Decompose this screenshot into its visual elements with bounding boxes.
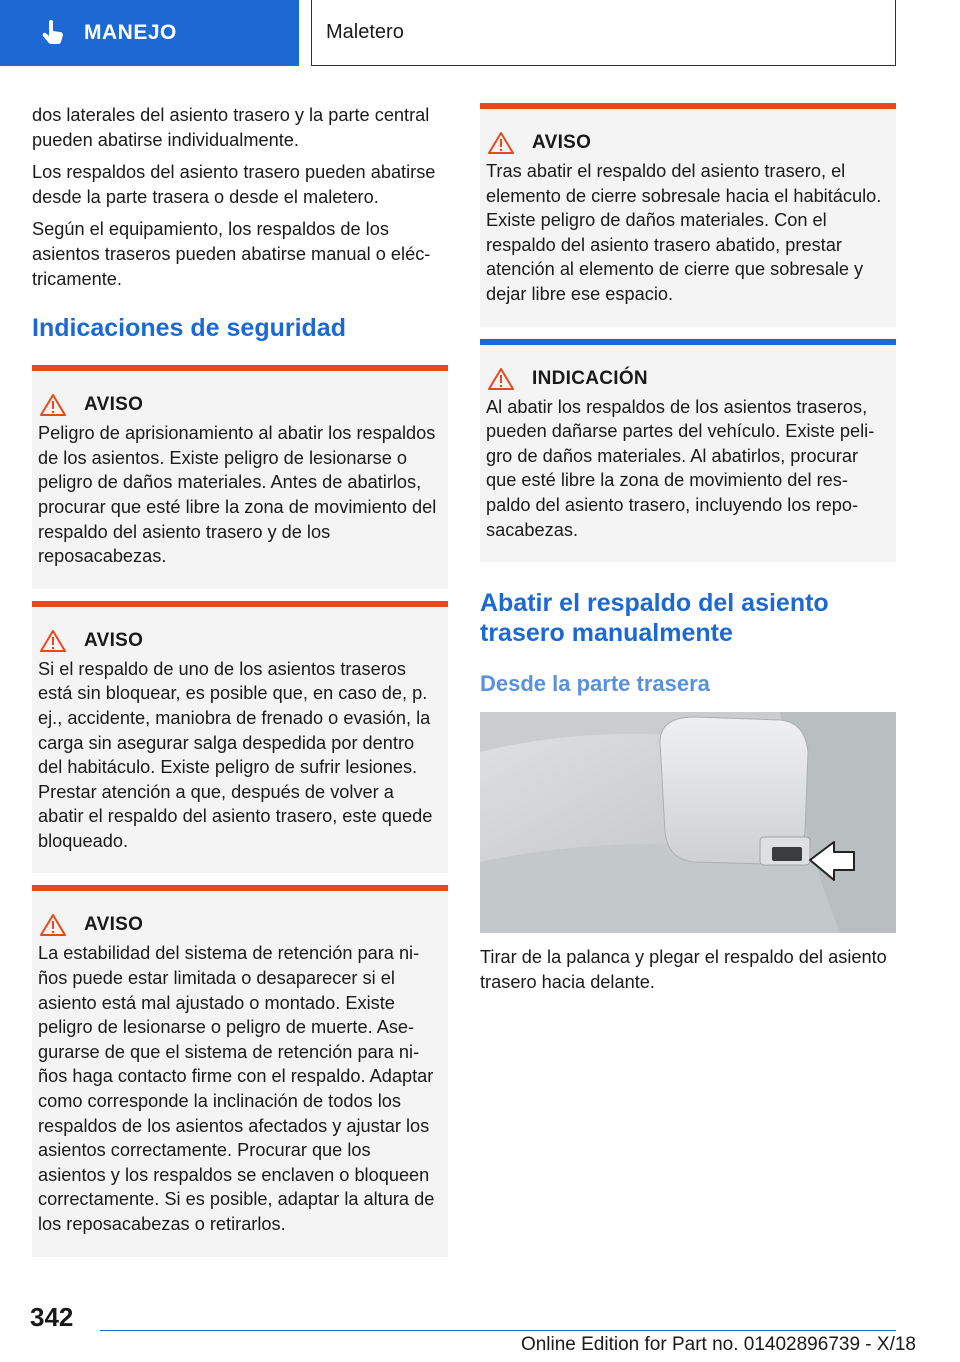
edition-text: Online Edition for Part no. 01402896739 - X/18 (520, 1334, 916, 1355)
photo-caption: Tirar de la palanca y plegar el respaldo del asiento trasero hacia delante. (480, 947, 887, 992)
warning-triangle-icon (40, 913, 66, 937)
body-paragraph: Según el equipamiento, los respaldos de los asientos traseros pueden abatirse manual o eléctricamente. (32, 219, 431, 289)
seat-illustration (480, 712, 896, 933)
chapter-header (311, 0, 896, 66)
warning-notice (32, 365, 448, 589)
notice-title: AVISO (84, 914, 144, 936)
section-heading: Indicaciones de seguridad (32, 314, 346, 343)
warning-notice (32, 601, 448, 874)
notice-title: AVISO (84, 394, 144, 416)
notice-text: Tras abatir el respaldo del asiento trasero, el elemento de cierre sobresale hacia el habitáculo. Existe peligro de daños materiales. Con el respaldo del asiento trasero abatido, prestar atención al elemento de cierre que sobresale y dejar libre ese espacio. (486, 161, 882, 304)
warning-notice (480, 103, 896, 327)
warning-triangle-icon (488, 367, 514, 391)
subsection-heading: Desde la parte trasera (480, 671, 710, 697)
notice-title: AVISO (532, 132, 592, 153)
notice-text: La estabilidad del sistema de retención para niños puede estar limitada o desaparecer si el asiento está mal ajustado o montado. Existe peligro de lesionarse o peligro de muerte. Asegurarse de que el sistema de retención para niños haga contacto firme con el respaldo. Adaptar como corresponde la inclinación de todos los respaldos de los asientos afectados y ajustar los asientos correctamente. Procurar que los asientos y los respaldos se enclaven o bloqueen correctamente. Si es posible, adaptar la altura de los reposacabezas o retirarlos. (38, 943, 435, 1234)
warning-triangle-icon (40, 629, 66, 653)
body-paragraph: Los respaldos del asiento trasero pueden abatirse desde la parte trasera o desde el maletero. (32, 162, 436, 207)
info-notice (480, 339, 896, 563)
notice-title: INDICACIÓN (532, 367, 648, 389)
notice-text: Si el respaldo de uno de los asientos traseros está sin bloquear, es posible que, en caso de, p. ej., accidente, maniobra de frenado o evasión, la carga sin asegurar salga despedida por dentro del habitáculo. Existe peligro de sufrir lesiones. Prestar atención a que, después de volver a abatir el respaldo del asiento trasero, este quede bloqueado. (38, 658, 433, 851)
section-tab[interactable] (0, 0, 299, 66)
notice-text: Peligro de aprisionamiento al abatir los respaldos de los asientos. Existe peligro de lesionarse o peligro de daños materiales. Antes de abatirlos, procurar que esté libre la zona de movimiento del respaldo del asiento trasero y de los reposacabezas. (38, 423, 437, 567)
footer-divider (100, 1330, 896, 1331)
warning-triangle-icon (488, 131, 514, 155)
section-heading: Abatir el respaldo del asiento trasero manualmente (480, 589, 829, 648)
notice-title: AVISO (84, 629, 144, 651)
page-number: 342 (30, 1302, 74, 1332)
section-label: MANEJO (84, 21, 177, 44)
notice-text: Al abatir los respaldos de los asientos traseros, pueden dañarse partes del vehículo. Existe peligro de daños materiales. Al abatirlos, procurar que esté libre la zona de movimiento del respaldo del asiento trasero, incluyendo los reposacabezas. (486, 396, 875, 540)
chapter-label: Maletero (326, 21, 404, 43)
hand-pointer-icon (40, 20, 66, 46)
left-column (32, 103, 448, 1257)
warning-notice (32, 885, 448, 1256)
right-column (480, 103, 896, 994)
warning-triangle-icon (40, 393, 66, 417)
body-paragraph: dos laterales del asiento trasero y la parte central pueden abatirse individualmente. (32, 105, 430, 150)
rear-seat-photo (480, 712, 896, 933)
